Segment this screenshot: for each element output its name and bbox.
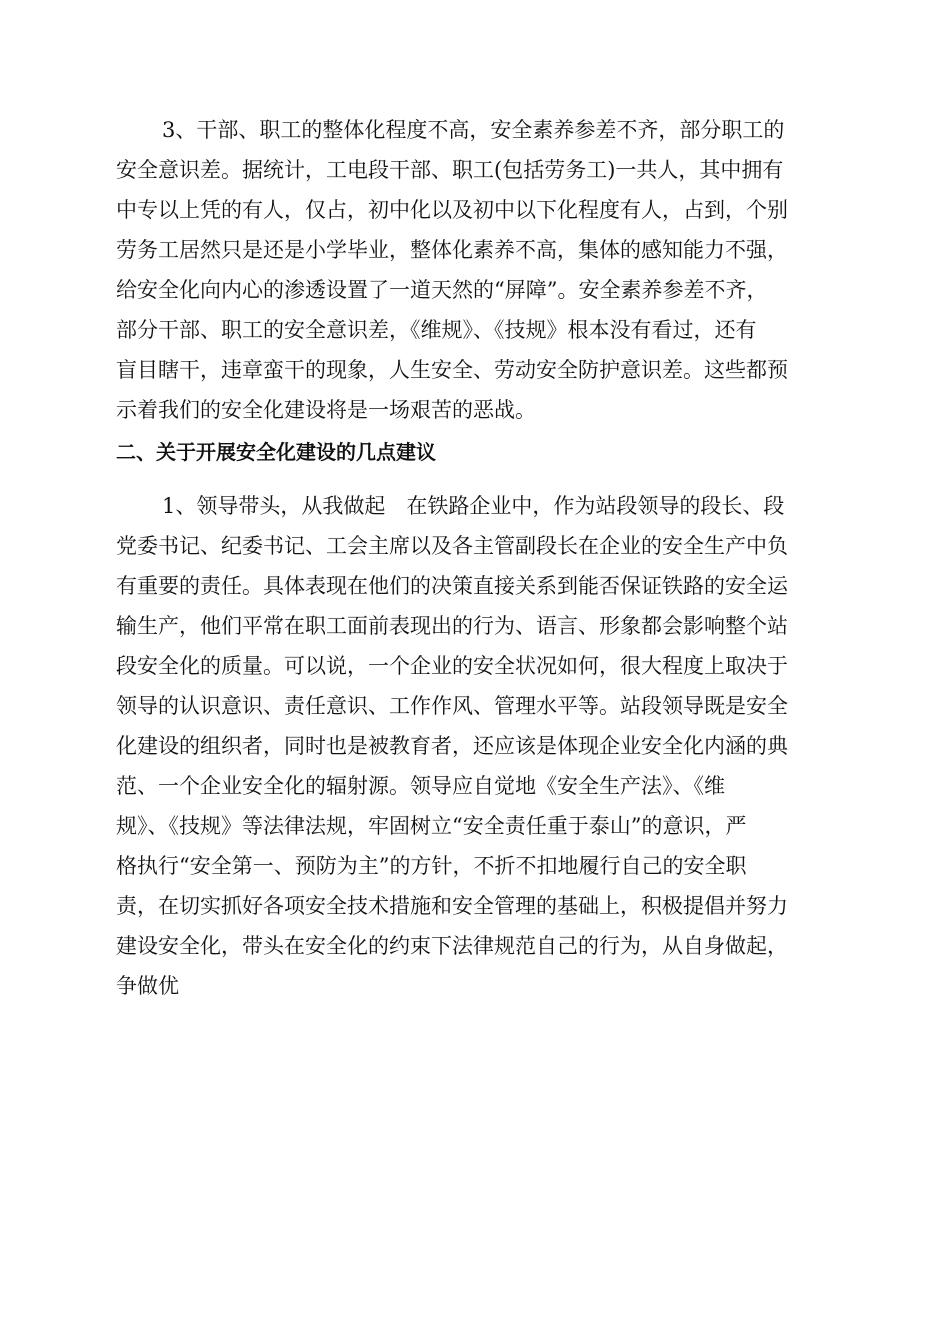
- text-line: 3、干部、职工的整体化程度不高，安全素养参差不齐，部分职工的: [162, 118, 785, 142]
- text-line: 党委书记、纪委书记、工会主席以及各主管副段长在企业的安全生产中负: [116, 534, 788, 558]
- text-line: 领导的认识意识、责任意识、工作作风、管理水平等。站段领导既是安全: [116, 694, 788, 718]
- text-line: 部分干部、职工的安全意识差，《维规》、《技规》根本没有看过，还有: [116, 318, 757, 342]
- text-line: 示着我们的安全化建设将是一场艰苦的恶战。: [116, 398, 536, 422]
- text-line: 化建设的组织者，同时也是被教育者，还应该是体现企业安全化内涵的典: [116, 734, 788, 758]
- text-line: 建设安全化，带头在安全化的约束下法律规范自己的行为，从自身做起，: [116, 934, 788, 958]
- text-line: 格执行“安全第一、预防为主”的方针，不折不扣地履行自己的安全职: [116, 854, 747, 878]
- text-line: 责，在切实抓好各项安全技术措施和安全管理的基础上，积极提倡并努力: [116, 894, 788, 918]
- text-line: 盲目瞎干，违章蛮干的现象，人生安全、劳动安全防护意识差。这些都预: [116, 358, 788, 382]
- text-line: 输生产，他们平常在职工面前表现出的行为、语言、形象都会影响整个站: [116, 614, 788, 638]
- text-line: 安全意识差。据统计，工电段干部、职工(包括劳务工)一共人，其中拥有: [116, 158, 784, 182]
- text-line: 中专以上凭的有人，仅占，初中化以及初中以下化程度有人，占到，个别: [116, 198, 788, 222]
- section-heading: 二、关于开展安全化建设的几点建议: [116, 440, 436, 464]
- text-line: 段安全化的质量。可以说，一个企业的安全状况如何，很大程度上取决于: [116, 654, 788, 678]
- text-line: 争做优: [116, 974, 179, 998]
- text-line: 有重要的责任。具体表现在他们的决策直接关系到能否保证铁路的安全运: [116, 574, 788, 598]
- text-line: 给安全化向内心的渗透设置了一道天然的“屏障”。安全素养参差不齐，: [116, 278, 768, 302]
- text-line: 劳务工居然只是还是小学毕业，整体化素养不高，集体的感知能力不强，: [116, 238, 788, 262]
- text-line: 1、领导带头，从我做起 在铁路企业中，作为站段领导的段长、段: [162, 494, 785, 518]
- text-line: 规》、《技规》等法律法规，牢固树立“安全责任重于泰山”的意识，严: [116, 814, 747, 838]
- text-line: 范、一个企业安全化的辐射源。领导应自觉地《安全生产法》、《维: [116, 774, 725, 798]
